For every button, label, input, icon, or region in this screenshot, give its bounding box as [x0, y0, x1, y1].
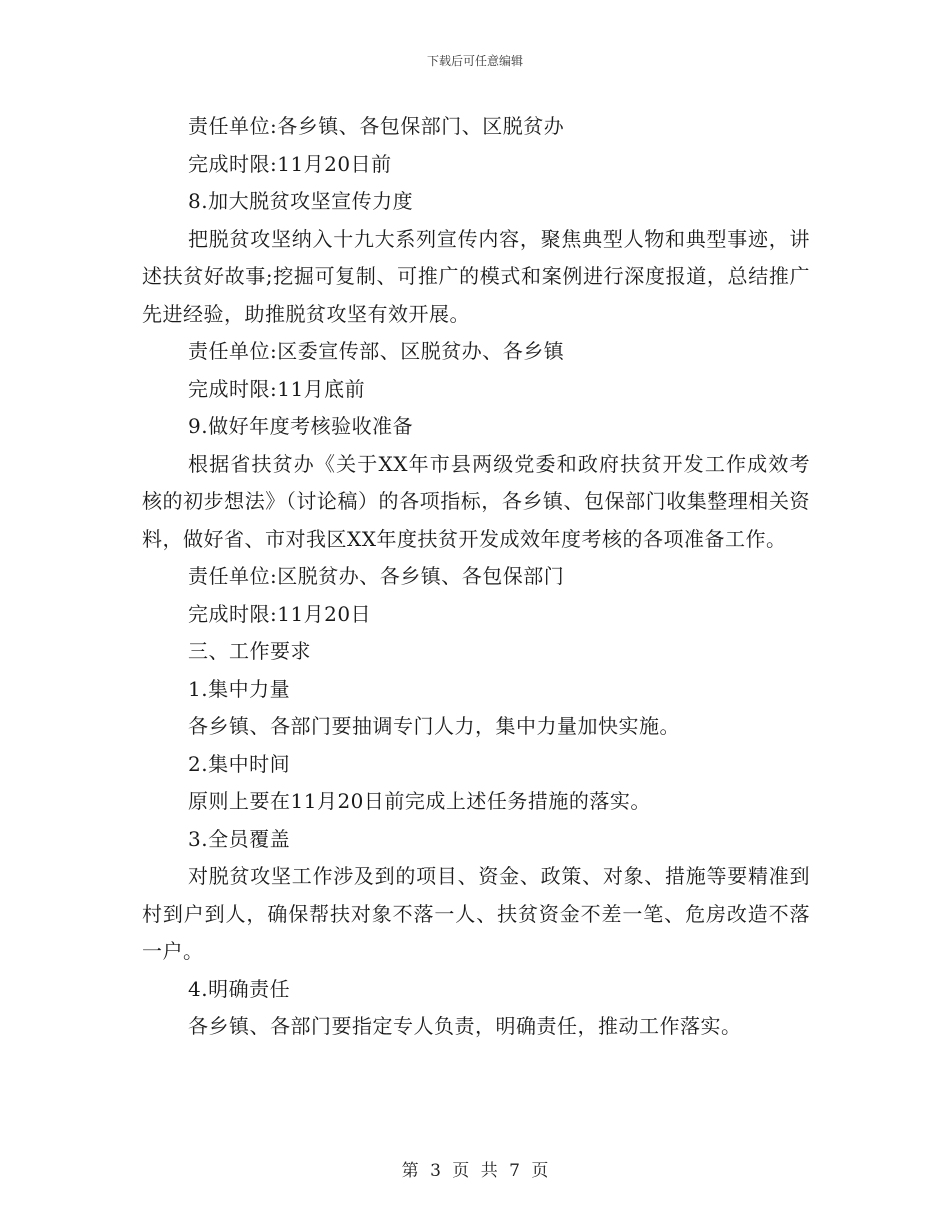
- deadline-7: 完成时限:11月20日前: [188, 151, 392, 176]
- requirement-heading-4: 4.明确责任: [188, 976, 291, 1001]
- deadline-8: 完成时限:11月底前: [188, 376, 366, 401]
- section-heading-9: 9.做好年度考核验收准备: [188, 414, 414, 438]
- responsible-unit-9: 责任单位:区脱贫办、各乡镇、各包保部门: [188, 564, 565, 588]
- chapter-heading-3: 三、工作要求: [188, 639, 311, 663]
- requirement-text-2: 原则上要在11月20日前完成上述任务措施的落实。: [188, 789, 651, 813]
- paragraph-8: 把脱贫攻坚纳入十九大系列宣传内容，聚焦典型人物和典型事迹，讲述扶贫好故事;挖掘可复制、可推广的模式和案例进行深度报道，总结推广先进经验，助推脱贫攻坚有效开展。: [142, 226, 810, 326]
- requirement-text-3: 对脱贫攻坚工作涉及到的项目、资金、政策、对象、措施等要精准到村到户到人，确保帮扶对象不落一人、扶贫资金不差一笔、危房改造不落一户。: [142, 864, 810, 963]
- document-body: [142, 108, 810, 1046]
- deadline-9: 完成时限:11月20日: [188, 601, 372, 626]
- requirement-heading-3: 3.全员覆盖: [188, 826, 291, 851]
- requirement-text-4: 各乡镇、各部门要指定专人负责，明确责任，推动工作落实。: [188, 1014, 742, 1038]
- section-heading-8: 8.加大脱贫攻坚宣传力度: [188, 189, 414, 213]
- page-header: 下载后可任意编辑: [426, 54, 523, 68]
- page-number-footer: 第 3 页 共 7 页: [401, 1161, 549, 1181]
- responsible-unit-7: 责任单位:各乡镇、各包保部门、区脱贫办: [188, 114, 565, 138]
- paragraph-9: 根据省扶贫办《关于XX年市县两级党委和政府扶贫开发工作成效考核的初步想法》（讨论稿）的各项指标，各乡镇、包保部门收集整理相关资料，做好省、市对我区XX年度扶贫开发成效年度考核的各项准备工作。: [142, 451, 810, 551]
- requirement-text-1: 各乡镇、各部门要抽调专门人力，集中力量加快实施。: [188, 714, 680, 738]
- requirement-heading-2: 2.集中时间: [188, 751, 291, 776]
- requirement-heading-1: 1.集中力量: [188, 676, 291, 701]
- responsible-unit-8: 责任单位:区委宣传部、区脱贫办、各乡镇: [188, 339, 565, 363]
